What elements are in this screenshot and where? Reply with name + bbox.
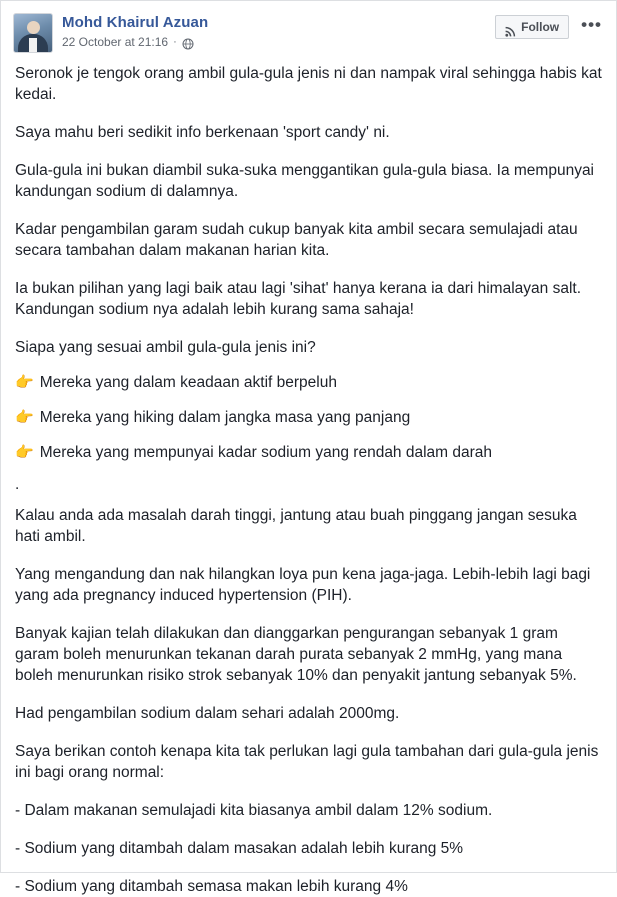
follow-button-label: Follow [521, 20, 560, 34]
post-paragraph: Kadar pengambilan garam sudah cukup banyak kita ambil secara semulajadi atau secara tambahan dalam makanan harian kita. [15, 221, 578, 259]
post-paragraph: Ia bukan pilihan yang lagi baik atau lagi 'sihat' hanya kerana ia dari himalayan salt. Kandungan sodium nya adalah lebih kurang sama sahaja! [15, 280, 581, 318]
list-item [15, 442, 602, 463]
post-paragraph: Banyak kajian telah dilakukan dan dianggarkan pengurangan sebanyak 1 gram garam boleh menurunkan tekanan darah purata sebanyak 2 mmHg, yang mana boleh menurunkan risiko strok sebanyak 10% dan penyakit jantung sebanyak 5%. [15, 625, 577, 684]
list-item [15, 407, 602, 428]
post-timestamp[interactable]: 22 October at 21:16 [62, 35, 169, 49]
list-item-label: Mereka yang dalam keadaan aktif berpeluh [39, 374, 337, 391]
post-paragraph: Kalau anda ada masalah darah tinggi, jantung atau buah pinggang jangan sesuka hati ambil. [15, 507, 577, 545]
more-options-button[interactable]: ••• [581, 15, 602, 34]
post-message [1, 59, 616, 897]
avatar-head [27, 21, 40, 34]
list-item-label: Mereka yang hiking dalam jangka masa yang panjang [39, 409, 411, 426]
globe-icon [182, 38, 194, 50]
post-paragraph: - Sodium yang ditambah dalam masakan adalah lebih kurang 5% [15, 840, 464, 857]
post-author-block [62, 13, 495, 50]
post-paragraph: Saya berikan contoh kenapa kita tak perlukan lagi gula tambahan dari gula-gula jenis ini bagi orang normal: [15, 743, 599, 781]
list-item [15, 372, 602, 393]
follow-button[interactable] [495, 15, 569, 39]
post-paragraph: - Dalam makanan semulajadi kita biasanya ambil dalam 12% sodium. [15, 802, 493, 819]
post-author-name[interactable]: Mohd Khairul Azuan [62, 14, 209, 31]
post-header-actions [495, 13, 604, 39]
list-item-label: Mereka yang mempunyai kadar sodium yang rendah dalam darah [39, 444, 493, 461]
post-paragraph: Gula-gula ini bukan diambil suka-suka menggantikan gula-gula biasa. Ia mempunyai kandungan sodium di dalamnya. [15, 162, 595, 200]
rss-icon [505, 22, 516, 33]
post-header [1, 1, 616, 59]
post-paragraph: Had pengambilan sodium dalam sehari adalah 2000mg. [15, 705, 400, 722]
pointing-hand-icon: 👉 [15, 444, 34, 461]
post-paragraph: - Sodium yang ditambah semasa makan lebih kurang 4% [15, 878, 408, 895]
post-paragraph: Saya mahu beri sedikit info berkenaan 'sport candy' ni. [15, 124, 390, 141]
avatar[interactable] [13, 13, 53, 53]
post-meta [62, 35, 495, 50]
post-paragraph: Yang mengandung dan nak hilangkan loya pun kena jaga-jaga. Lebih-lebih lagi bagi yang ada pregnancy induced hypertension (PIH). [15, 566, 591, 604]
post-paragraph: Siapa yang sesuai ambil gula-gula jenis ini? [15, 339, 316, 356]
post-paragraph: Seronok je tengok orang ambil gula-gula jenis ni dan nampak viral sehingga habis kat kedai. [15, 65, 602, 103]
pointing-hand-icon: 👉 [15, 409, 34, 426]
meta-separator: · [173, 36, 177, 48]
post-paragraph-dot: . [15, 476, 20, 493]
pointing-hand-icon: 👉 [15, 374, 34, 391]
avatar-shirt [29, 38, 37, 52]
